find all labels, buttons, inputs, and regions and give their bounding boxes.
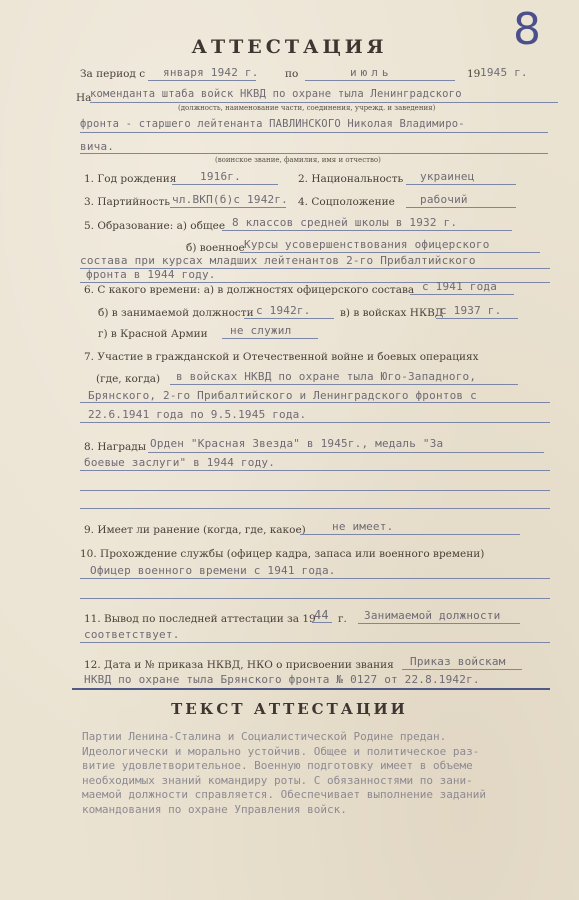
text-body-line-2: Идеологически и морально устойчив. Общее и политическое раз- [82, 744, 480, 758]
war-line-3 [80, 422, 550, 423]
nationality-label: 2. Национальность [298, 173, 404, 185]
period-to-month: июль [350, 66, 393, 79]
conclusion-value-2: соответствует. [84, 628, 180, 641]
awards-label: 8. Награды [84, 441, 147, 453]
text-body-line-3: витие удовлетворительное. Военную подготовку имеет в объеме [82, 759, 473, 772]
awards-value-1: Орден "Красная Звезда" в 1945г., медаль "За [150, 437, 444, 450]
order-label: 12. Дата и № приказа НКВД, НКО о присвоении звания [84, 659, 394, 671]
education-military-value-3: фронта в 1944 году. [86, 268, 216, 281]
since-nkvd-value: с 1937 г. [440, 304, 502, 317]
red-army-line [222, 338, 318, 339]
na-label: На [76, 92, 92, 104]
order-line-1 [402, 669, 522, 670]
awards-line-1 [148, 452, 544, 453]
order-value-1: Приказ войскам [410, 655, 506, 668]
na-caption1: (должность, наименование части, соединения, учрежд. и заведения) [178, 104, 436, 112]
education-general-value: 8 классов средней школы в 1932 г. [232, 216, 458, 229]
period-to-year: 1945 г. [480, 66, 528, 79]
na-line2: фронта - старшего лейтенанта ПАВЛИНСКОГО Николая Владимиро- [80, 118, 465, 130]
education-military-label: б) военное [186, 242, 245, 254]
party-line [170, 207, 286, 208]
service-line-1 [80, 578, 550, 579]
social-label: 4. Соцположение [298, 196, 395, 208]
war-line-2 [80, 402, 550, 403]
conclusion-year-line [312, 622, 332, 623]
since-nkvd-line [436, 318, 518, 319]
service-label: 10. Прохождение службы (офицер кадра, запаса или военного времени) [80, 548, 485, 560]
education-military-value-1: Курсы усовершенствования офицерского [244, 238, 490, 251]
period-from: января 1942 г. [163, 66, 259, 79]
text-body-line-1: Партии Ленина-Сталина и Социалистической Родине предан. [82, 730, 447, 743]
since-position-line [244, 318, 334, 319]
since-officer-value: с 1941 года [422, 280, 498, 293]
conclusion-label: 11. Вывод по последней аттестации за 19 [84, 613, 316, 625]
na-line2-rule [80, 132, 548, 133]
since-position-label: б) в занимаемой должности [98, 307, 254, 319]
service-line-2 [80, 598, 550, 599]
party-label: 3. Партийность [84, 196, 171, 208]
party-value: чл.ВКП(б)с 1942г. [172, 193, 288, 206]
conclusion-line-2 [80, 642, 550, 643]
conclusion-g: г. [338, 613, 347, 625]
education-label: 5. Образование: а) общее [84, 220, 226, 232]
social-line [406, 207, 516, 208]
war-line-1 [170, 384, 518, 385]
period-to-label: по [285, 68, 299, 80]
birth-year-value: 1916г. [200, 170, 241, 183]
order-value-2: НКВД по охране тыла Брянского фронта № 0127 от 22.8.1942г. [84, 673, 480, 686]
birth-year-label: 1. Год рождения [84, 173, 177, 185]
period-to-line [305, 80, 455, 81]
nationality-value: украинец [420, 170, 475, 183]
wounds-label: 9. Имеет ли ранение (когда, где, какое) [84, 524, 306, 536]
wounds-line [300, 534, 520, 535]
na-line1-rule [90, 102, 558, 103]
awards-line-2 [80, 470, 550, 471]
since-label: 6. С какого времени: а) в должностях офицерского состава [84, 284, 415, 296]
wounds-value: не имеет. [332, 520, 394, 533]
text-body-line-5: маемой должности справляется. Обеспечивает выполнение заданий [82, 788, 486, 801]
since-position-value: с 1942г. [256, 304, 311, 317]
order-line-2 [72, 688, 550, 690]
war-label-2: (где, когда) [96, 373, 161, 385]
conclusion-line-1 [358, 623, 520, 624]
nationality-line [406, 184, 516, 185]
period-year-prefix: 19 [467, 68, 481, 80]
since-officer-line [410, 294, 514, 295]
birth-year-line [172, 184, 278, 185]
conclusion-value-1: Занимаемой должности [364, 609, 501, 622]
period-from-line [148, 80, 256, 81]
service-value: Офицер военного времени с 1941 года. [90, 564, 336, 577]
war-value-2: Брянского, 2-го Прибалтийского и Ленинградского фронтов с [88, 389, 477, 402]
na-line3: вича. [80, 140, 115, 153]
red-army-value: не служил [230, 324, 292, 337]
war-label-1: 7. Участие в гражданской и Отечественной войне и боевых операциях [84, 351, 479, 363]
education-military-value-2: состава при курсах младших лейтенантов 2-го Прибалтийского [80, 254, 476, 267]
document-title: АТТЕСТАЦИЯ [191, 36, 388, 58]
page-number: 8 [513, 4, 541, 55]
text-section-title: ТЕКСТ АТТЕСТАЦИИ [171, 700, 408, 718]
awards-line-4 [80, 508, 550, 509]
awards-line-3 [80, 490, 550, 491]
education-military-line-1 [240, 252, 540, 253]
na-caption2: (воинское звание, фамилия, имя и отчество) [215, 156, 381, 164]
na-line1: коменданта штаба войск НКВД по охране тыла Ленинградского [90, 88, 462, 100]
social-value: рабочий [420, 193, 468, 206]
na-line3-rule [80, 153, 548, 154]
red-army-label: г) в Красной Армии [98, 328, 208, 340]
text-body-line-4: необходимых знаний командиру роты. С обязанностями по зани- [82, 773, 473, 787]
text-body-line-6: командования по охране Управления войск. [82, 802, 347, 816]
since-nkvd-label: в) в войсках НКВД [340, 307, 444, 319]
war-value-3: 22.6.1941 года по 9.5.1945 года. [88, 408, 307, 421]
war-value-1: в войсках НКВД по охране тыла Юго-Западного, [176, 370, 477, 383]
period-label: За период с [80, 68, 146, 80]
education-general-line [222, 230, 512, 231]
awards-value-2: боевые заслуги" в 1944 году. [84, 456, 276, 469]
conclusion-year: 44 [314, 608, 329, 622]
